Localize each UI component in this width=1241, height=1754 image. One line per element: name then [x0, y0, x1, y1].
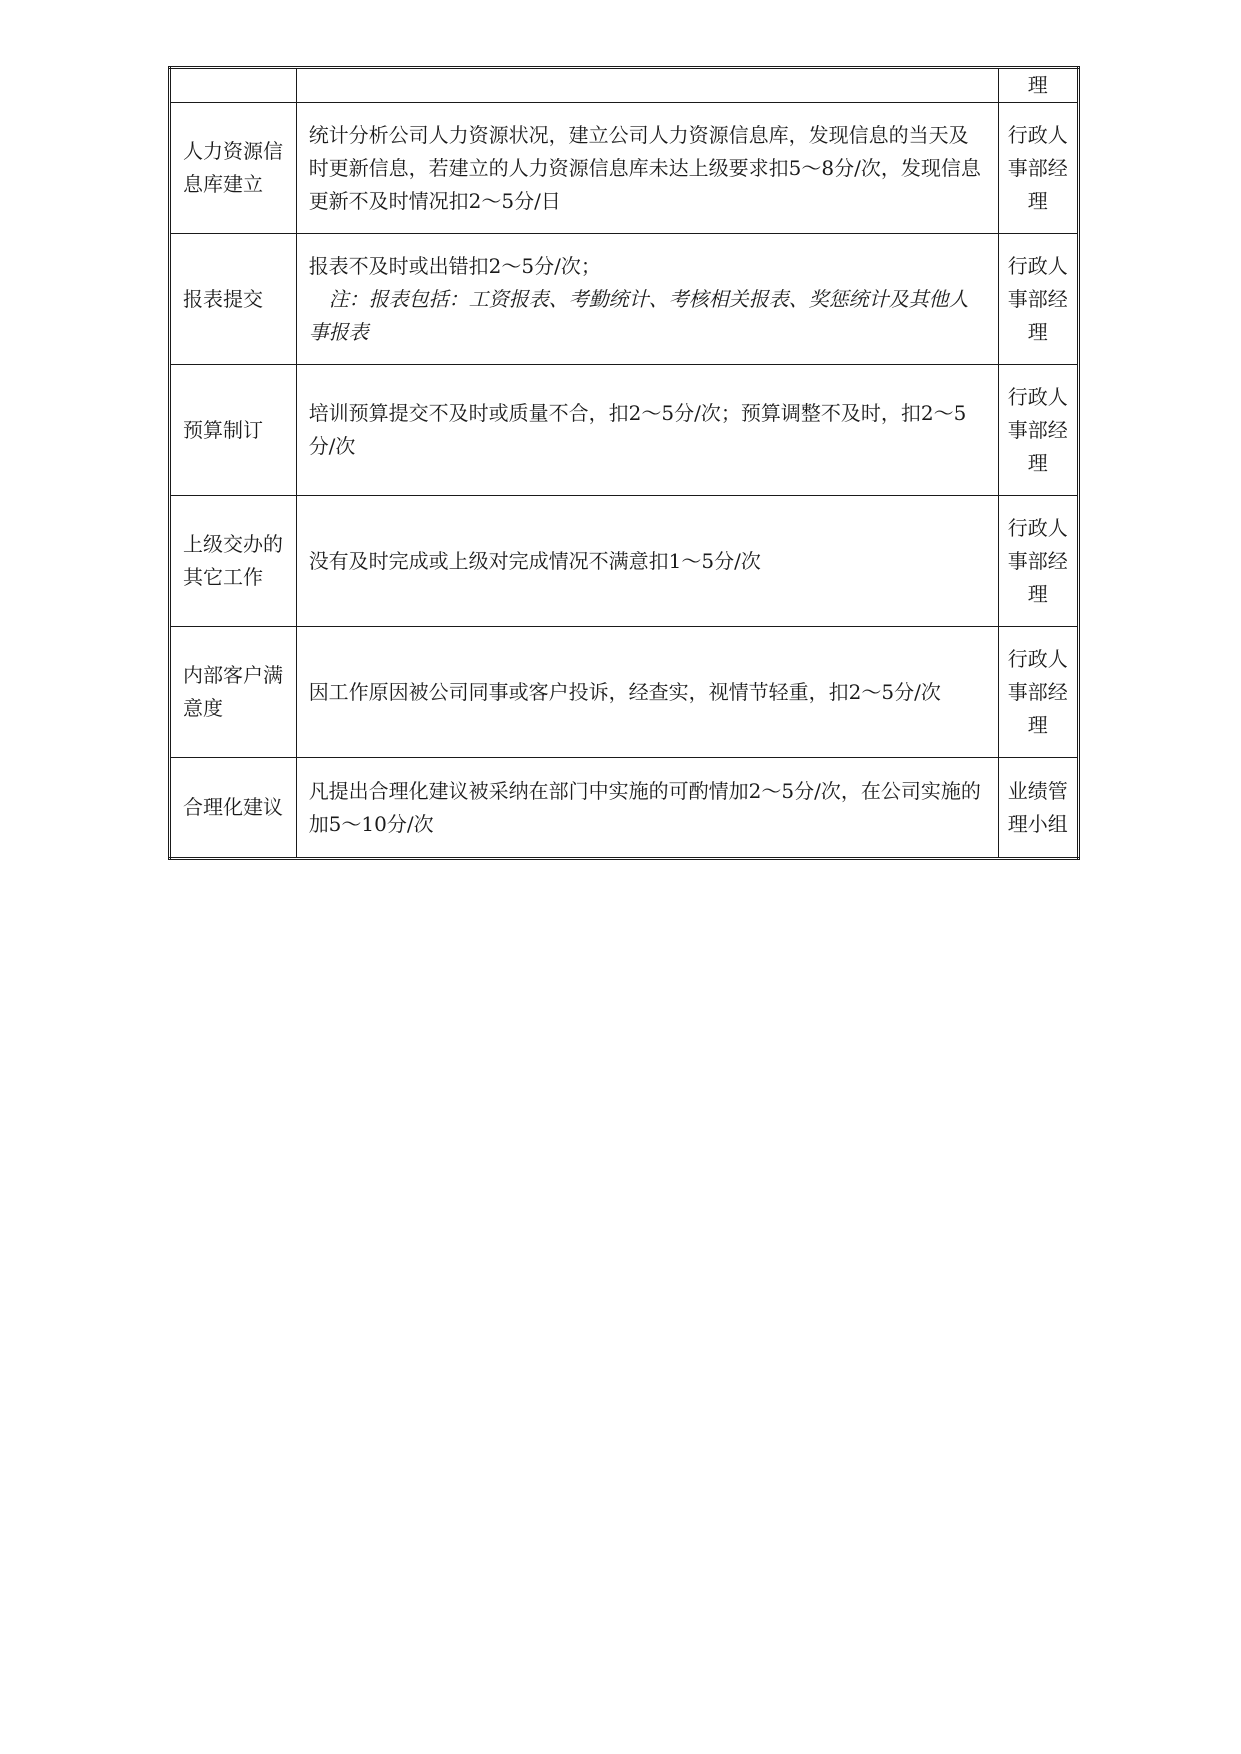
assessment-item-cell: 内部客户满意度	[170, 627, 297, 758]
table-row	[170, 758, 1079, 859]
table-row	[170, 627, 1079, 758]
evaluator-cell: 理	[998, 68, 1078, 103]
table-row	[170, 365, 1079, 496]
scoring-rule-cell	[296, 68, 998, 103]
assessment-item-cell	[170, 68, 297, 103]
assessment-item-cell: 合理化建议	[170, 758, 297, 859]
scoring-rule-cell	[296, 234, 998, 365]
evaluator-cell: 行政人事部经理	[998, 103, 1078, 234]
scoring-rule-cell: 培训预算提交不及时或质量不合，扣2～5分/次；预算调整不及时，扣2～5分/次	[296, 365, 998, 496]
scoring-rule-cell: 因工作原因被公司同事或客户投诉，经查实，视情节轻重，扣2～5分/次	[296, 627, 998, 758]
assessment-item-cell: 上级交办的其它工作	[170, 496, 297, 627]
evaluator-cell: 行政人事部经理	[998, 496, 1078, 627]
assessment-item-cell: 预算制订	[170, 365, 297, 496]
table-row	[170, 496, 1079, 627]
scoring-rule-text: 报表不及时或出错扣2～5分/次；	[308, 253, 601, 278]
table-row	[170, 103, 1079, 234]
report-note: 注：报表包括：工资报表、考勤统计、考核相关报表、奖惩统计及其他人事报表	[308, 286, 969, 344]
scoring-rule-cell: 凡提出合理化建议被采纳在部门中实施的可酌情加2～5分/次，在公司实施的加5～10分/次	[296, 758, 998, 859]
table-row	[170, 234, 1079, 365]
kpi-table	[168, 66, 1080, 860]
evaluator-cell: 业绩管理小组	[998, 758, 1078, 859]
assessment-item-cell: 报表提交	[170, 234, 297, 365]
scoring-rule-cell: 统计分析公司人力资源状况，建立公司人力资源信息库，发现信息的当天及时更新信息，若建立的人力资源信息库未达上级要求扣5～8分/次，发现信息更新不及时情况扣2～5分/日	[296, 103, 998, 234]
evaluator-cell: 行政人事部经理	[998, 234, 1078, 365]
assessment-item-cell: 人力资源信息库建立	[170, 103, 297, 234]
table-row	[170, 68, 1079, 103]
evaluator-cell: 行政人事部经理	[998, 365, 1078, 496]
scoring-rule-cell: 没有及时完成或上级对完成情况不满意扣1～5分/次	[296, 496, 998, 627]
evaluator-cell: 行政人事部经理	[998, 627, 1078, 758]
